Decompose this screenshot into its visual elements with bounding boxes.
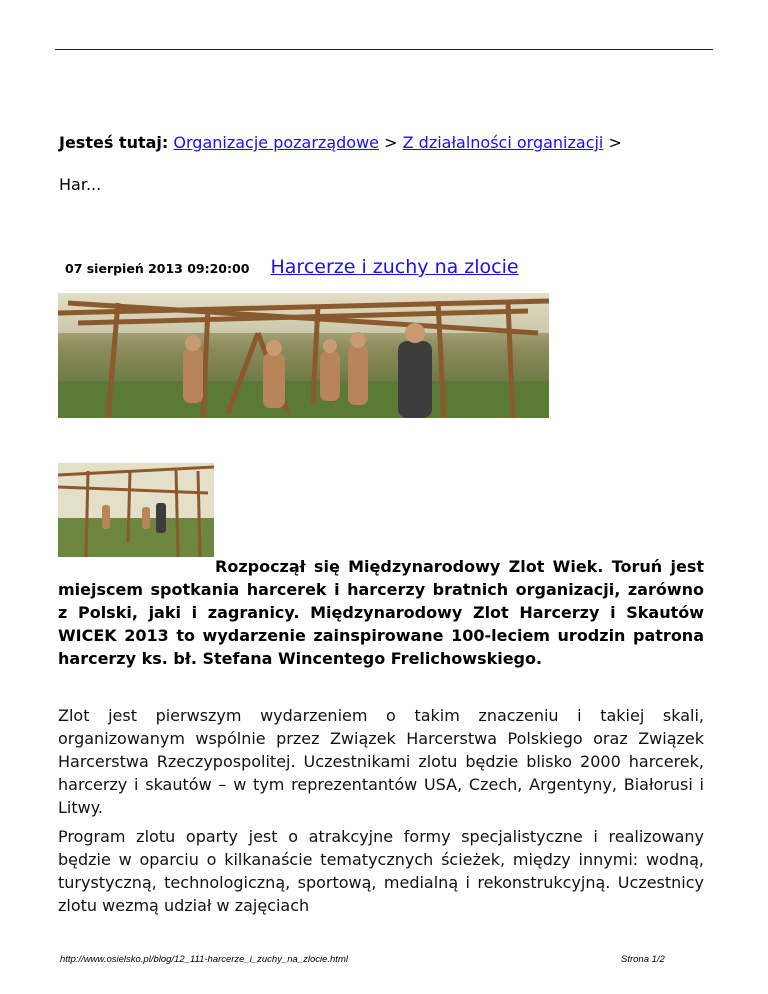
post-date: 07 sierpień 2013 09:20:00 <box>65 261 250 276</box>
footer-page-number: Strona 1/2 <box>621 954 665 965</box>
post-lead: Rozpoczął się Międzynarodowy Zlot Wiek. Toruń jest miejscem spotkania harcerek i harcerzy bratnich organizacji, zarówno z Polski, jaki i zagranicy. Międzynarodowy Zlot Harcerzy i Skautów WICEK 2013 to wydarzenie zainspirowane 100-leciem urodzin patrona harcerzy ks. bł. Stefana Wincentego Frelichowskiego. <box>58 557 704 668</box>
breadcrumb-link-activities[interactable]: Z działalności organizacji <box>402 133 604 152</box>
breadcrumb-label: Jesteś tutaj: <box>59 133 169 152</box>
footer-url: http://www.osielsko.pl/blog/12_111-harcerze_i_zuchy_na_zlocie.html <box>60 954 348 965</box>
breadcrumb-separator: > <box>384 133 398 152</box>
post-paragraph: Zlot jest pierwszym wydarzeniem o takim znaczeniu i takiej skali, organizowanym wspólnie przez Związek Harcerstwa Polskiego oraz Związek Harcerstwa Rzeczypospolitej. Uczestnikami zlotu będzie blisko 2000 harcerek, harcerzy i skautów – w tym reprezentantów USA, Czech, Argentyny, Białorusi i Litwy. <box>58 706 704 817</box>
post-paragraph: Program zlotu oparty jest o atrakcyjne formy specjalistyczne i realizowany będzie w oparciu o kilkanaście tematycznych ścieżek, między innymi: wodną, turystyczną, technologiczną, sportową, medialną i rekonstrukcyjną. Uczestnicy zlotu wezmą udział w zajęciach <box>58 827 704 915</box>
post-header <box>65 256 519 278</box>
hero-photo <box>58 293 549 418</box>
breadcrumb-link-organizations[interactable]: Organizacje pozarządowe <box>173 133 380 152</box>
breadcrumb-current: Har... <box>59 175 102 194</box>
breadcrumb-separator: > <box>608 133 622 152</box>
post-title-link[interactable]: Harcerze i zuchy na zlocie <box>270 256 519 278</box>
breadcrumb <box>59 132 719 154</box>
header-rule <box>55 49 713 50</box>
thumbnail-photo <box>58 463 214 557</box>
